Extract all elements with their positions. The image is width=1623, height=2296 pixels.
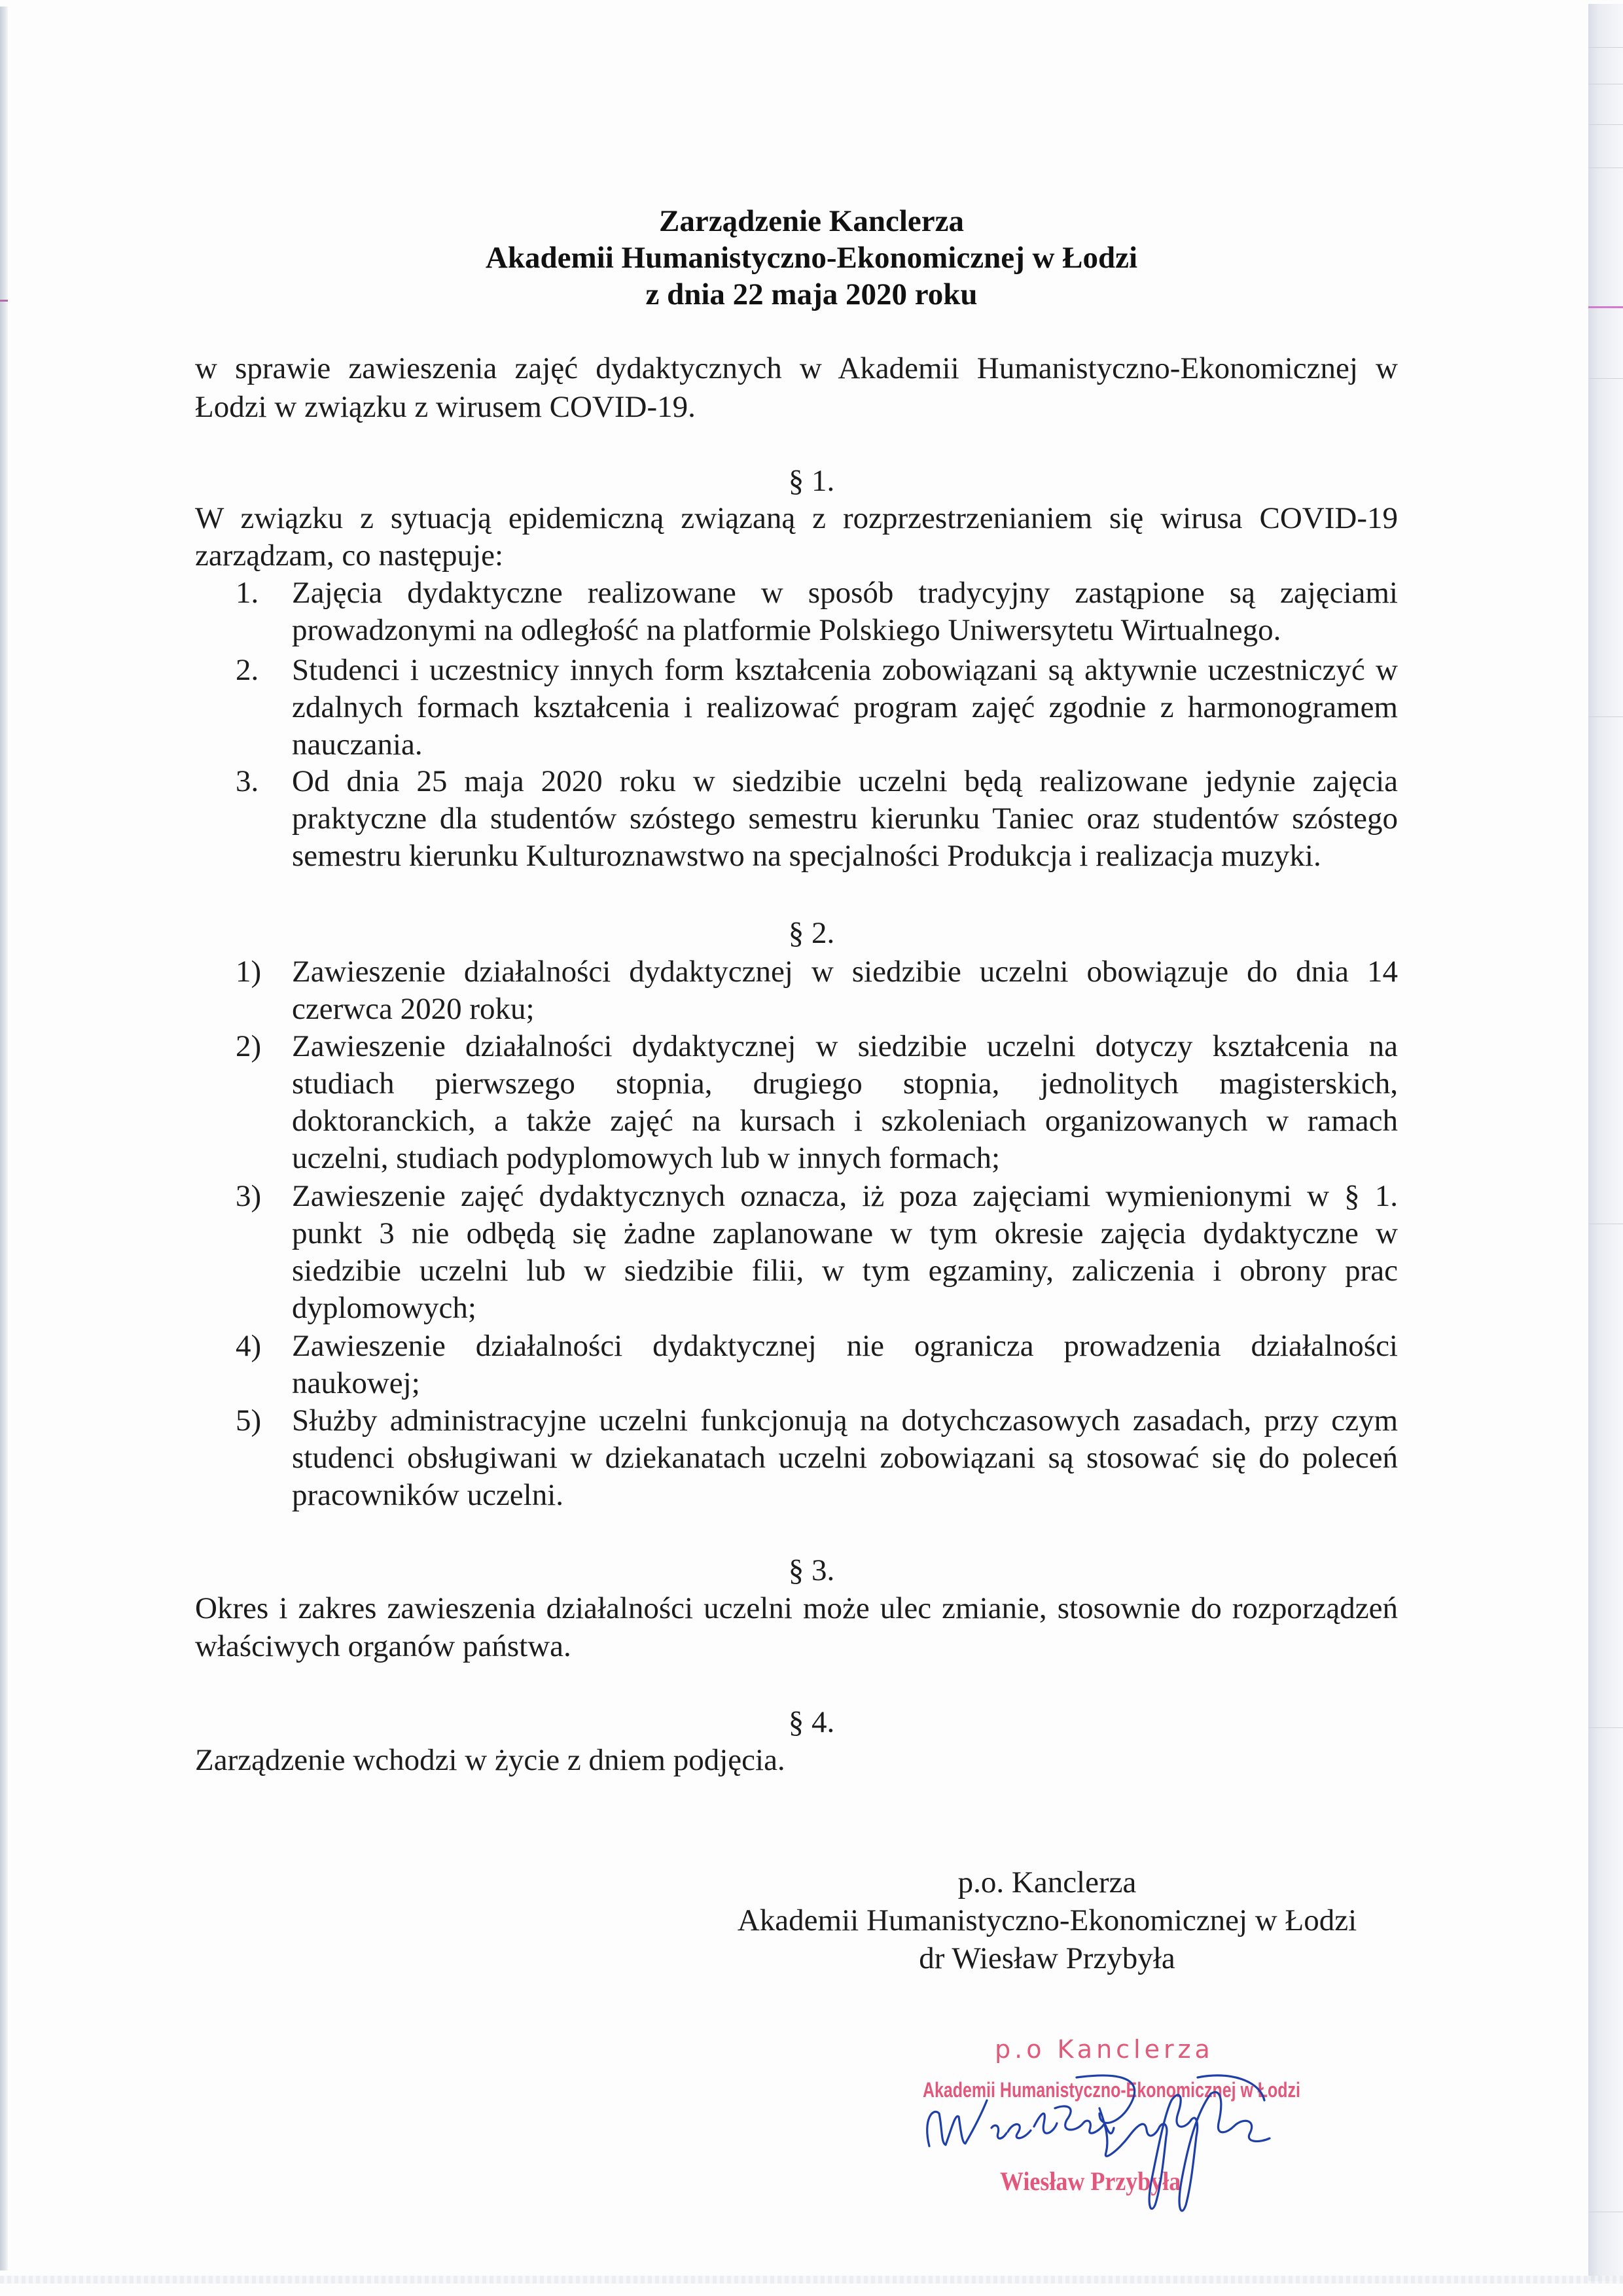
item-line: studiach pierwszego stopnia, drugiego stopnia, jednolitych magisterskich, [292, 1067, 1398, 1101]
item-line: Zawieszenie działalności dydaktycznej w siedzibie uczelni obowiązuje do dnia 14 [292, 955, 1398, 989]
item-line: czerwca 2020 roku; [292, 992, 535, 1026]
scan-edge-line [1588, 124, 1623, 125]
section-2-item-5 [236, 1402, 1398, 1514]
item-line: pracowników uczelni. [292, 1478, 564, 1512]
signature-role: p.o. Kanclerza [957, 1865, 1137, 1899]
item-number: 3) [236, 1179, 262, 1213]
item-line: Studenci i uczestnicy innych form kształcenia zobowiązani są aktywnie uczestniczyć w [292, 653, 1398, 687]
item-line: Służby administracyjne uczelni funkcjonują na dotychczasowych zasadach, przy czym [292, 1404, 1398, 1438]
signature-institution: Akademii Humanistyczno-Ekonomicznej w Łodzi [737, 1903, 1357, 1937]
stamp-role: p.o Kanclerza [995, 2035, 1214, 2064]
item-line: dyplomowych; [292, 1291, 476, 1325]
title-line-2: Akademii Humanistyczno-Ekonomicznej w Łodzi [485, 241, 1138, 275]
signature-block [707, 1863, 1387, 1977]
item-number: 2. [236, 653, 259, 687]
item-number: 5) [236, 1404, 262, 1438]
subject-line-1: w sprawie zawieszenia zajęć dydaktycznych w Akademii Humanistyczno-Ekonomicznej w [195, 351, 1398, 385]
stamp-name: Wiesław Przybyła [1000, 2166, 1181, 2196]
section-4-heading: § 4. [788, 1705, 835, 1739]
title-line-3: z dnia 22 maja 2020 roku [645, 277, 978, 311]
document-title [0, 203, 1623, 313]
section-2-item-4 [236, 1328, 1398, 1402]
item-line: zdalnych formach kształcenia i realizować program zajęć zgodnie z harmonogramem [292, 690, 1398, 724]
subject-line-2: Łodzi w związku z wirusem COVID-19. [195, 390, 696, 424]
section-1-item-3 [236, 763, 1398, 875]
item-line: Zawieszenie działalności dydaktycznej w siedzibie uczelni dotyczy kształcenia na [292, 1029, 1398, 1063]
section-1-heading: § 1. [788, 464, 835, 498]
item-line: Zawieszenie działalności dydaktycznej nie ogranicza prowadzenia działalności [292, 1329, 1398, 1363]
scan-edge-line [1588, 716, 1623, 717]
item-line: uczelni, studiach podyplomowych lub w innych formach; [292, 1141, 1001, 1175]
handwritten-signature-icon [903, 2015, 1400, 2225]
item-number: 4) [236, 1329, 262, 1363]
scan-edge-right [1588, 4, 1623, 2281]
item-line: Od dnia 25 maja 2020 roku w siedzibie uczelni będą realizowane jedynie zajęcia [292, 764, 1398, 798]
section-2-item-3 [236, 1178, 1398, 1327]
item-line: siedzibie uczelni lub w siedzibie filii, w tym egzaminy, zaliczenia i obrony prac [292, 1254, 1398, 1288]
item-line: Zajęcia dydaktyczne realizowane w sposób tradycyjny zastąpione są zajęciami [292, 576, 1398, 610]
item-number: 1. [236, 576, 259, 610]
section-2-heading: § 2. [788, 916, 835, 950]
scan-edge-line [1588, 47, 1623, 48]
section-1-item-2 [236, 652, 1398, 764]
title-line-1: Zarządzenie Kanclerza [659, 204, 964, 238]
item-line: doktoranckich, a także zajęć na kursach i szkoleniach organizowanych w ramach [292, 1104, 1398, 1138]
section-1-item-1 [236, 574, 1398, 649]
stamp-institution: Akademii Humanistyczno-Ekonomicznej w Łodzi [923, 2078, 1300, 2102]
scan-edge-left [0, 7, 8, 2270]
item-line: semestru kierunku Kulturoznawstwo na specjalności Produkcja i realizacja muzyki. [292, 839, 1321, 873]
item-line: naukowej; [292, 1366, 420, 1400]
item-line: praktyczne dla studentów szóstego semestru kierunku Taniec oraz studentów szóstego [292, 802, 1398, 836]
scan-edge-line [1588, 378, 1623, 379]
item-number: 1) [236, 955, 262, 989]
scan-bottom-noise [0, 2276, 1623, 2284]
section-1-intro-line-2: zarządzam, co następuje: [195, 539, 504, 573]
official-stamp [903, 2015, 1400, 2225]
section-3-line-2: właściwych organów państwa. [195, 1629, 571, 1663]
section-4-line-1: Zarządzenie wchodzi w życie z dniem podjęcia. [195, 1743, 785, 1777]
section-1-intro-line-1: W związku z sytuacją epidemiczną związaną z rozprzestrzenianiem się wirusa COVID-19 [195, 501, 1398, 535]
section-2-item-1 [236, 953, 1398, 1028]
item-line: prowadzonymi na odległość na platformie Polskiego Uniwersytetu Wirtualnego. [292, 613, 1281, 647]
section-2-item-2 [236, 1028, 1398, 1177]
item-line: nauczania. [292, 728, 423, 762]
item-line: Zawieszenie zajęć dydaktycznych oznacza, iż poza zajęciami wymienionymi w § 1. [292, 1179, 1398, 1213]
section-3-line-1: Okres i zakres zawieszenia działalności uczelni może ulec zmianie, stosownie do rozporządzeń [195, 1591, 1398, 1625]
item-number: 3. [236, 764, 259, 798]
item-line: studenci obsługiwani w dziekanatach uczelni zobowiązani są stosować się do poleceń [292, 1441, 1398, 1475]
section-3-heading: § 3. [788, 1553, 835, 1587]
item-line: punkt 3 nie odbędą się żadne zaplanowane w tym okresie zajęcia dydaktyczne w [292, 1216, 1398, 1250]
signature-name: dr Wiesław Przybyła [919, 1941, 1175, 1975]
item-number: 2) [236, 1029, 262, 1063]
